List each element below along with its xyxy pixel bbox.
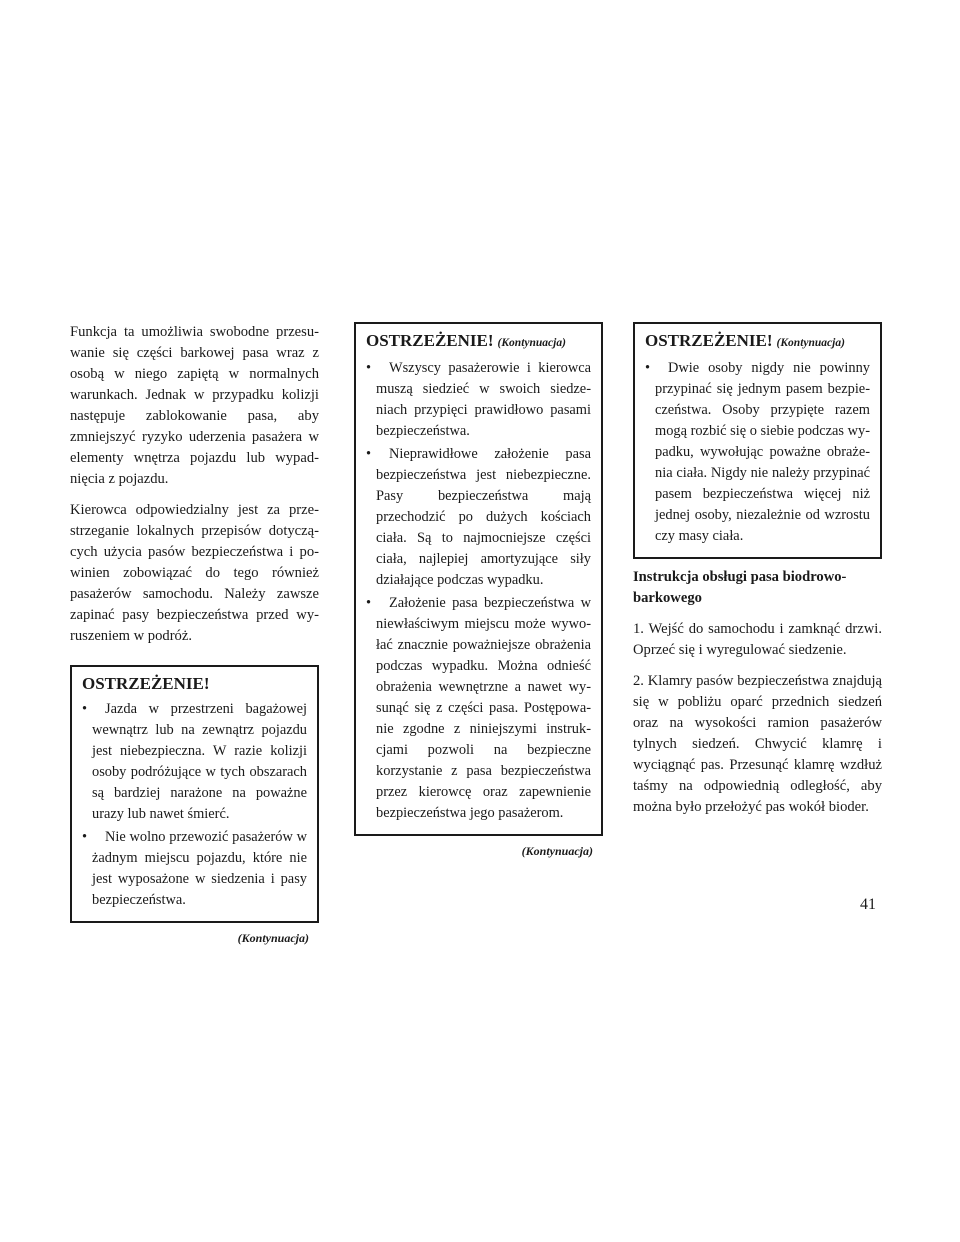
warning-title-text: OSTRZEŻENIE! xyxy=(82,674,210,693)
warning-continued-label: (Kontynuacja) xyxy=(497,337,566,349)
warning-item-text: • Nieprawidłowe założenie pasa bezpieczeństwa jest niebezpieczne. Pasy bezpieczeństwa mają przechodzić po dużych kościach ciała. Są to najmocniejsze części ciała, najlepiej amortyzujące siły działające podczas wypadku. xyxy=(376,446,591,588)
body-paragraph: Funkcja ta umożliwia swobodne przesuwanie się części barkowej pasa wraz z osobą w niego zapiętą w normalnych warunkach. Jednak w przypadku kolizji następuje zablokowanie pasa, aby zmniejszyć ryzyko uderzenia pasażera w elementy wnętrza pojazdu lub wypadnięcia z pojazdu. xyxy=(70,324,319,487)
warning-item xyxy=(645,358,870,547)
continued-note: (Kontynuacja) xyxy=(237,931,309,945)
step-paragraph: 1. Wejść do samochodu i zamknąć drzwi. Oprzeć się i wyregulować siedzenie. xyxy=(633,621,882,658)
warning-item xyxy=(366,358,591,442)
warning-title xyxy=(366,330,591,354)
warning-continued-label: (Kontynuacja) xyxy=(776,337,845,349)
section-heading: Instrukcja obsługi pasa biodrowo-barkowego xyxy=(633,569,847,606)
warning-item xyxy=(82,699,307,825)
continued-note: (Kontynuacja) xyxy=(521,844,593,858)
warning-list xyxy=(645,358,870,547)
warning-title-text: OSTRZEŻENIE! xyxy=(366,331,494,350)
warning-item-text: • Założenie pasa bezpieczeństwa w niewłaściwym miejscu może wywołać znacznie poważniejsze obrażenia podczas wypadku. Można odnieść obrażenia wewnętrzne a nawet wysunąć się z części pasa. Postępowanie zgodne z niniejszymi instrukcjami pozwoli na bezpieczne korzystanie z pasa bezpieczeństwa przez kierowcę oraz zapewnienie bezpieczeństwa jego pasażerom. xyxy=(376,595,591,821)
warning-list xyxy=(82,699,307,911)
column-middle xyxy=(354,322,603,859)
warning-title xyxy=(645,330,870,354)
warning-item-text: • Nie wolno przewozić pasażerów w żadnym miejscu pojazdu, które nie jest wyposażone w siedzenia i pasy bezpieczeństwa. xyxy=(92,829,307,908)
column-right xyxy=(633,322,882,828)
warning-item-text: • Jazda w przestrzeni bagażowej wewnątrz lub na zewnątrz pojazdu jest niebezpieczna. W razie kolizji osoby podróżujące w tych obszarach są bardziej narażone na poważne urazy lub nawet śmierć. xyxy=(92,701,307,822)
warning-box xyxy=(354,322,603,836)
step-paragraph: 2. Klamry pasów bezpieczeństwa znajdują się w pobliżu oparć przednich siedzeń oraz na wysokości ramion pasażerów tylnych siedzeń. Chwycić klamrę i wyciągnąć pas. Przesunąć klamrę wzdłuż taśmy na odpowiednią odległość, aby można było przełożyć pas wokół bioder. xyxy=(633,673,882,815)
warning-list xyxy=(366,358,591,824)
warning-item-text: • Wszyscy pasażerowie i kierowca muszą siedzieć w swoich siedzeniach przypięci prawidłowo pasami bezpieczeństwa. xyxy=(376,360,591,439)
warning-item xyxy=(366,593,591,824)
warning-title xyxy=(82,673,307,695)
warning-item xyxy=(366,444,591,591)
warning-box xyxy=(633,322,882,559)
warning-item xyxy=(82,827,307,911)
page-number: 41 xyxy=(860,896,876,913)
column-left xyxy=(70,322,319,946)
warning-box xyxy=(70,665,319,923)
warning-item-text: • Dwie osoby nigdy nie powinny przypinać się jednym pasem bezpieczeństwa. Osoby przypięte razem mogą rozbić się o siebie podczas wypadku, wywołując poważne obrażenia ciała. Nigdy nie należy przypinać pasem bezpieczeństwa więcej niż jednej osoby, niezależnie od wzrostu czy masy ciała. xyxy=(655,360,870,544)
warning-title-text: OSTRZEŻENIE! xyxy=(645,331,773,350)
body-paragraph: Kierowca odpowiedzialny jest za przestrzeganie lokalnych przepisów dotyczących użycia pasów bezpieczeństwa i powinien zobowiązać do tego również pasażerów samochodu. Należy zawsze zapinać pasy bezpieczeństwa przed wyruszeniem w podróż. xyxy=(70,502,319,644)
